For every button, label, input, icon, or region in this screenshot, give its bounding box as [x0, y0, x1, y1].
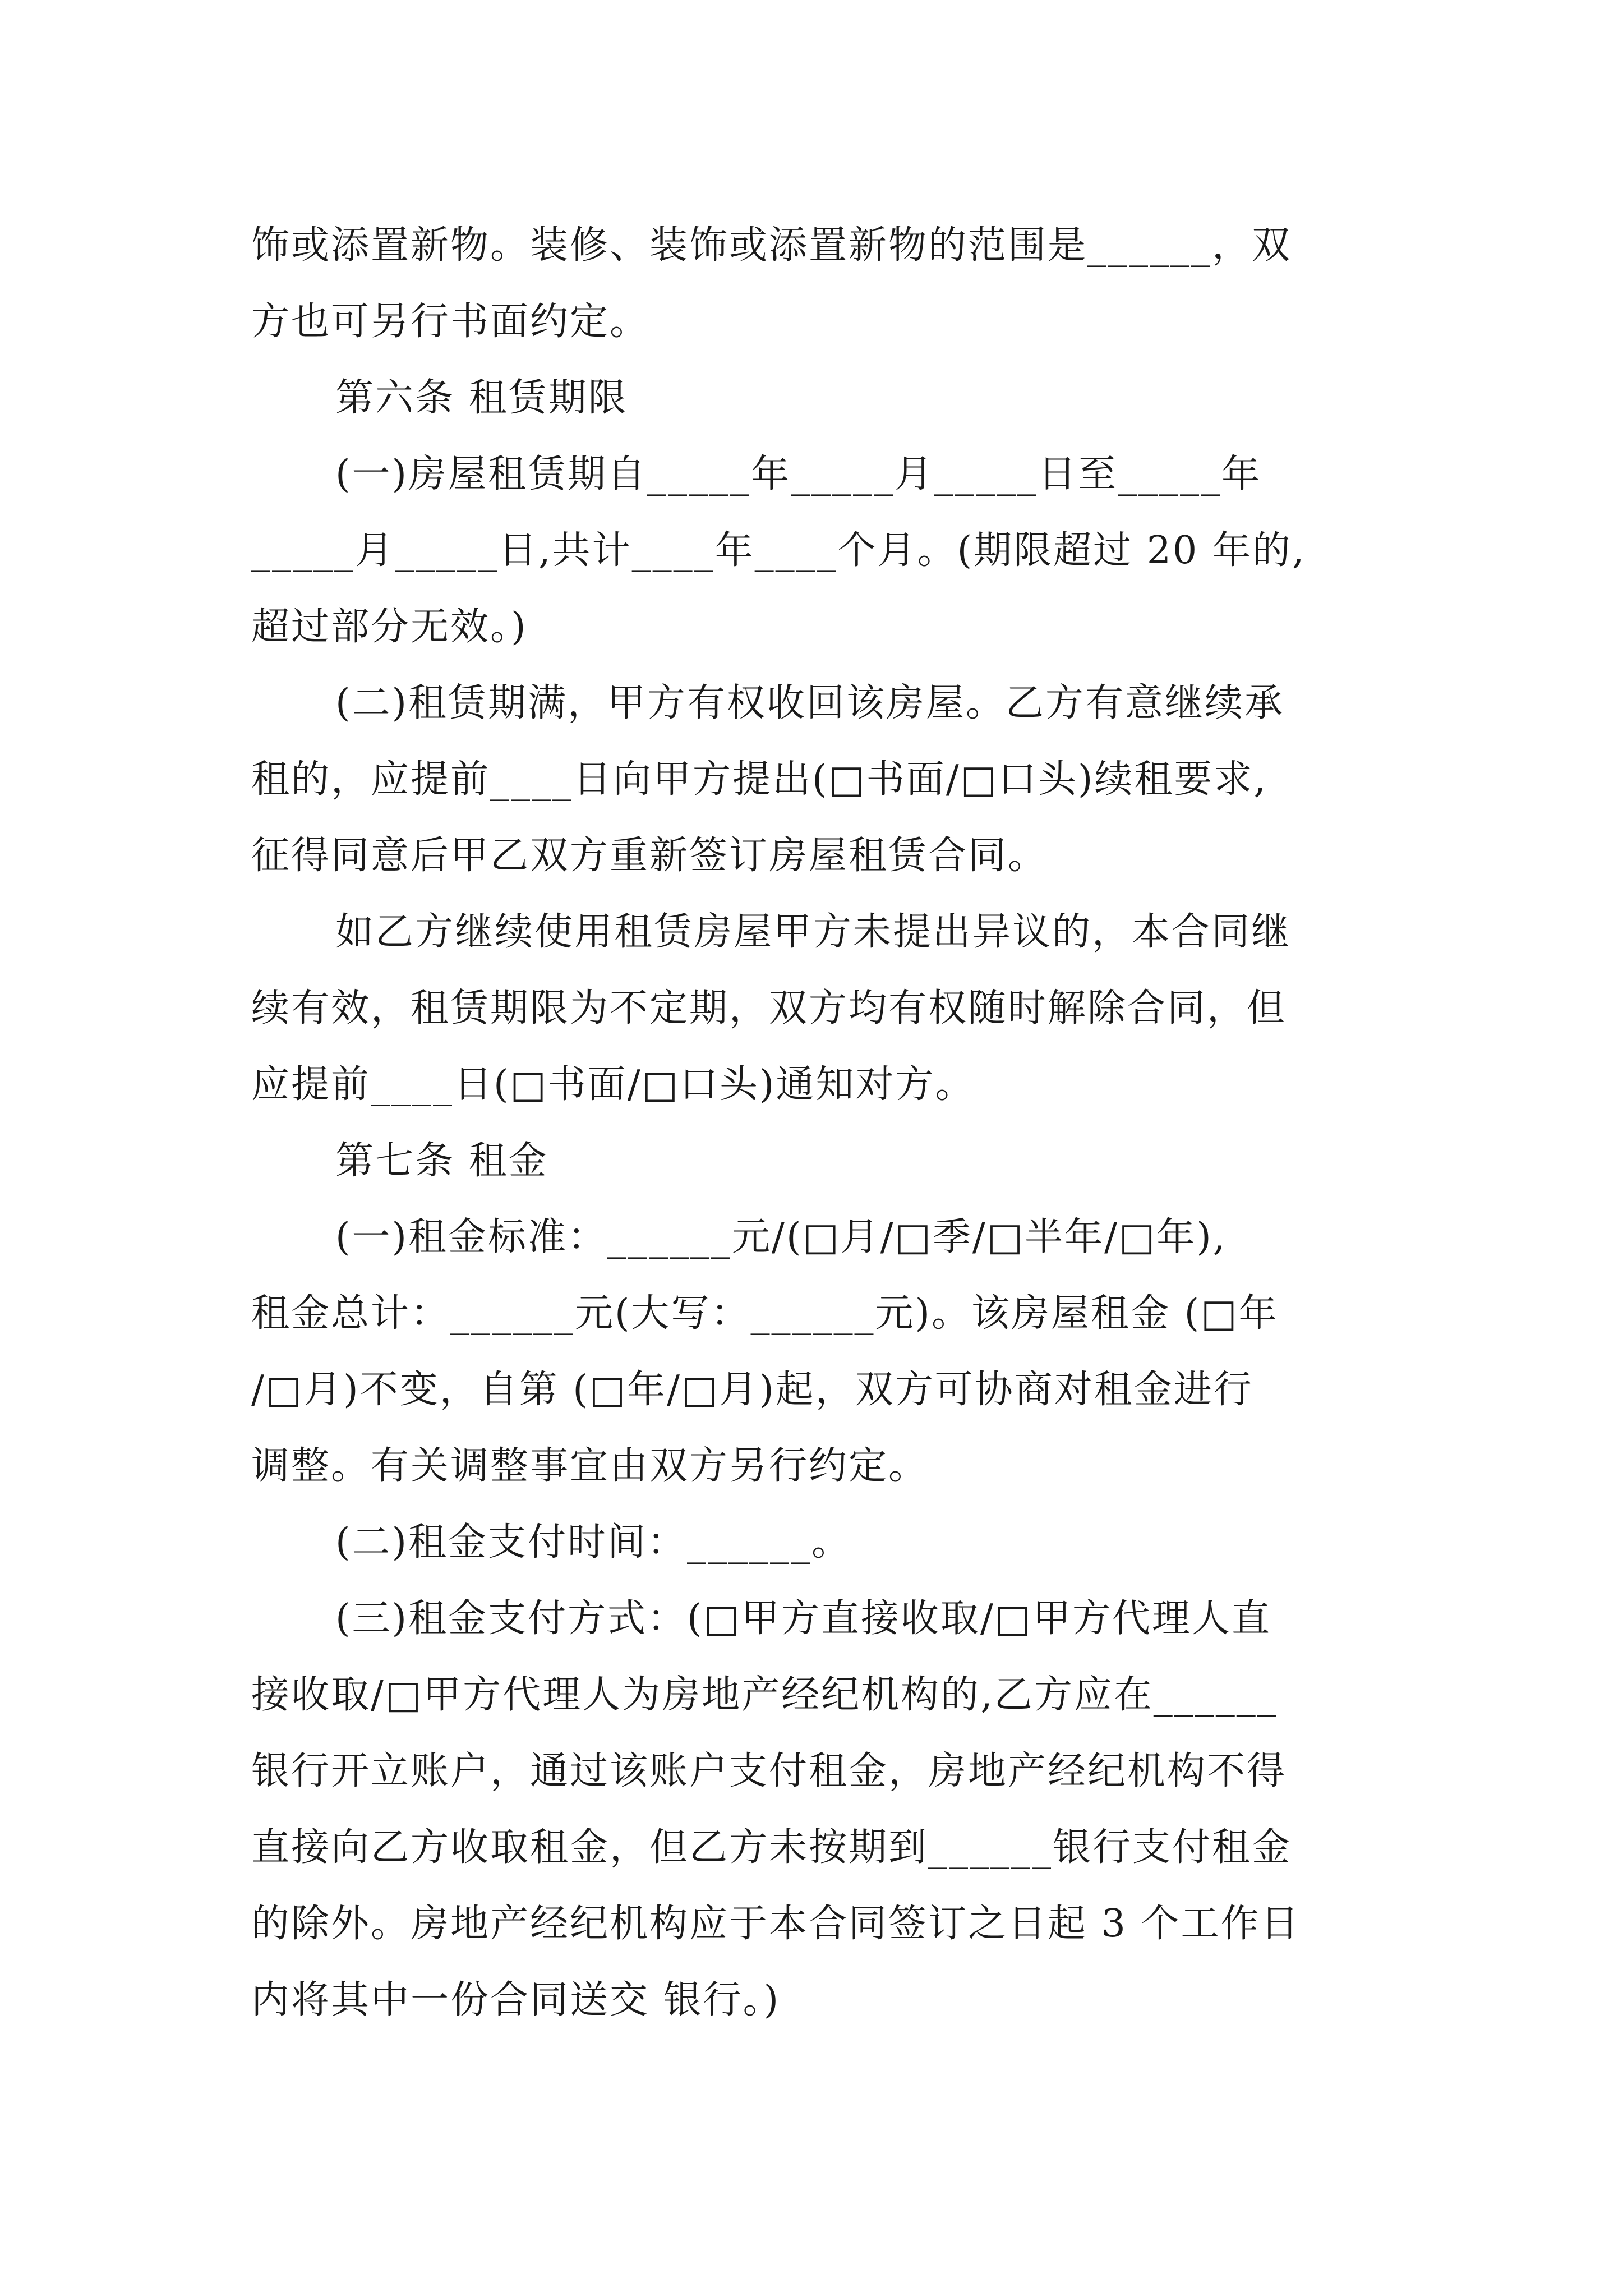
text-line: 如乙方继续使用租赁房屋甲方未提出异议的，本合同继 — [335, 910, 1292, 954]
text-line: 饰或添置新物。装修、装饰或添置新物的范围是______，双 — [251, 223, 1292, 268]
text-line: (一)房屋租赁期自_____年_____月_____日至_____年 — [335, 452, 1262, 496]
text-line: 续有效，租赁期限为不定期，双方均有权随时解除合同，但 — [251, 986, 1287, 1030]
text-line: 方也可另行书面约定。 — [251, 300, 650, 344]
text-line: (三)租金支付方式：(□甲方直接收取/□甲方代理人直 — [335, 1596, 1271, 1641]
text-line: 租的，应提前____日向甲方提出(□书面/□口头)续租要求, — [251, 757, 1268, 802]
text-line: 超过部分无效。) — [251, 605, 528, 649]
text-line: 租金总计：______元(大写：______元)。该房屋租金 (□年 — [251, 1291, 1279, 1336]
text-line: 接收取/□甲方代理人为房地产经纪机构的,乙方应在______ — [251, 1673, 1278, 1717]
contract-text-block — [251, 208, 1390, 2039]
text-line: 征得同意后甲乙双方重新签订房屋租赁合同。 — [251, 834, 1048, 878]
text-line: 直接向乙方收取租金，但乙方未按期到______银行支付租金 — [251, 1825, 1292, 1870]
text-line: /□月)不变，自第 (□年/□月)起，双方可协商对租金进行 — [251, 1368, 1253, 1412]
text-line: 银行开立账户，通过该账户支付租金，房地产经纪机构不得 — [251, 1749, 1287, 1793]
article-heading: 第六条 租赁期限 — [335, 376, 628, 420]
text-line: _____月_____日,共计____年____个月。(期限超过 20 年的, — [251, 528, 1306, 573]
article-heading: 第七条 租金 — [335, 1139, 548, 1183]
text-line: 的除外。房地产经纪机构应于本合同签订之日起 3 个工作日 — [251, 1902, 1301, 1946]
text-line: 调整。有关调整事宜由双方另行约定。 — [251, 1444, 929, 1488]
text-line: (二)租赁期满，甲方有权收回该房屋。乙方有意继续承 — [335, 681, 1285, 725]
text-line: 应提前____日(□书面/□口头)通知对方。 — [251, 1062, 975, 1107]
text-line: 内将其中一份合同送交 银行。) — [251, 1978, 781, 2022]
text-line: (一)租金标准：______元/(□月/□季/□半年/□年), — [335, 1215, 1227, 1259]
text-line: (二)租金支付时间：______。 — [335, 1520, 852, 1565]
